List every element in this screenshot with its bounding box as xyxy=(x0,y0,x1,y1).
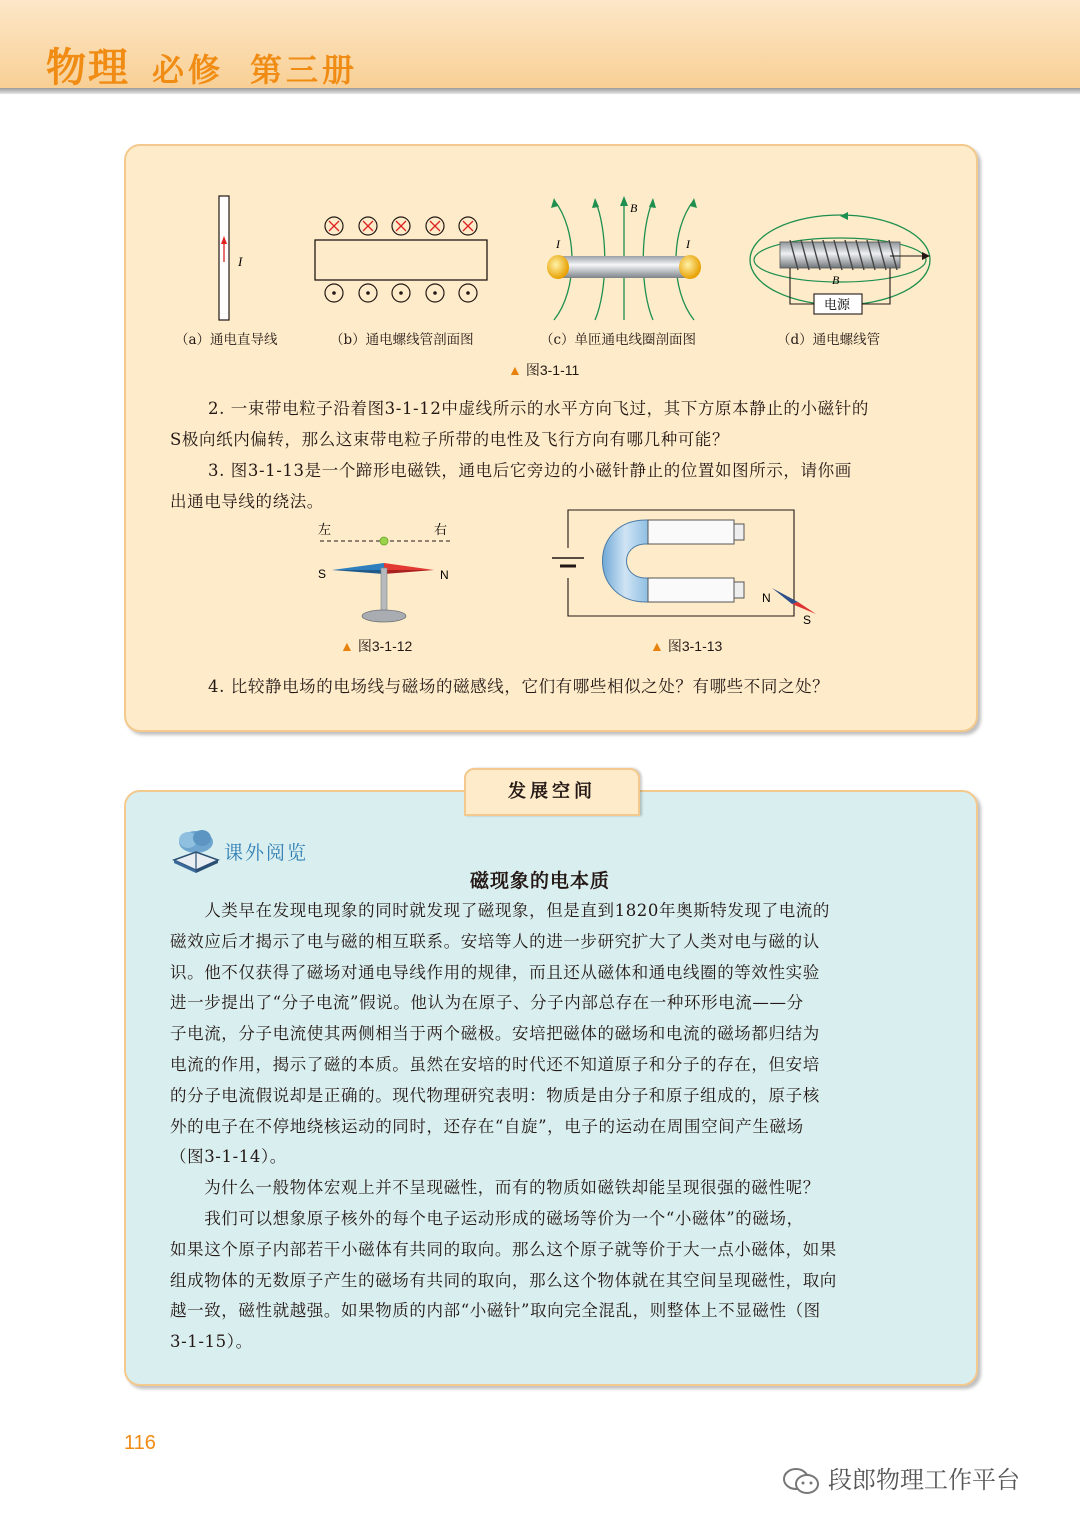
article-line: 我们可以想象原子核外的每个电子运动形成的磁场等价为一个“小磁体”的磁场， xyxy=(170,1208,804,1228)
solenoid-diagram xyxy=(750,212,930,314)
dot-mark xyxy=(332,291,336,295)
svg-text:右: 右 xyxy=(434,523,448,538)
triangle-icon: ▲ xyxy=(650,638,664,654)
wechat-icon xyxy=(782,1467,820,1495)
cross-mark xyxy=(430,221,440,231)
triangle-icon: ▲ xyxy=(508,362,522,378)
caption-d: （d）通电螺线管 xyxy=(777,332,881,348)
book-course: 必修 xyxy=(152,51,225,89)
caption-c: （c）单匝通电线圈剖面图 xyxy=(540,332,697,348)
dot-mark xyxy=(433,291,437,295)
article-line: 组成物体的无数原子产生的磁场有共同的取向，那么这个物体就在其空间呈现磁性，取向 xyxy=(170,1270,837,1290)
development-tab: 发展空间 xyxy=(464,768,640,816)
article-line: 的分子电流假说却是正确的。现代物理研究表明：物质是由分子和原子组成的，原子核 xyxy=(170,1085,820,1105)
question-2 xyxy=(170,394,869,455)
question-4: 4. 比较静电场的电场线与磁场的磁感线，它们有哪些相似之处？有哪些不同之处？ xyxy=(208,677,830,696)
watermark-text: 段郎物理工作平台 xyxy=(828,1466,1020,1494)
caption-b: （b）通电螺线管剖面图 xyxy=(330,332,474,348)
book-subject: 物理 xyxy=(46,45,130,91)
article-line: 如果这个原子内部若干小磁体有共同的取向。那么这个原子就等价于大一点小磁体，如果 xyxy=(170,1239,837,1259)
figure-3-1-13 xyxy=(548,506,828,630)
article-line: 识。他不仅获得了磁场对通电导线作用的规律，而且还从磁体和通电线圈的等效性实验 xyxy=(170,962,820,982)
article-line: 3-1-15）。 xyxy=(170,1332,253,1352)
svg-text:I: I xyxy=(556,237,560,251)
figure-label-3-1-11: ▲ 图3-1-11 xyxy=(508,362,580,378)
figure-3-1-12 xyxy=(310,518,460,628)
watermark xyxy=(782,1460,1020,1495)
svg-text:左: 左 xyxy=(318,523,332,538)
svg-text:N: N xyxy=(440,568,449,582)
section-heading: 课外阅览 xyxy=(224,842,309,864)
svg-text:I: I xyxy=(686,237,690,251)
caption-a: （a）通电直导线 xyxy=(175,332,278,348)
article-title: 磁现象的电本质 xyxy=(469,870,610,892)
article-line: （图3-1-14）。 xyxy=(170,1147,287,1167)
dot-mark xyxy=(466,291,470,295)
svg-text:电源: 电源 xyxy=(824,298,851,313)
single-coil-diagram xyxy=(547,196,701,320)
question-3-line-2: 出通电导线的绕法。 xyxy=(170,491,324,511)
solenoid-section-diagram xyxy=(315,217,487,302)
svg-text:N: N xyxy=(762,591,771,605)
dot-mark xyxy=(366,291,370,295)
article-line: 为什么一般物体宏观上并不呈现磁性，而有的物质如磁铁却能呈现很强的磁性呢？ xyxy=(170,1178,820,1198)
svg-text:I: I xyxy=(238,254,243,269)
page-number: 116 xyxy=(124,1432,156,1454)
article-line: 外的电子在不停地绕核运动的同时，还存在“自旋”，电子的运动在周围空间产生磁场 xyxy=(170,1116,804,1136)
book-volume: 第三册 xyxy=(250,51,359,89)
article-line: 进一步提出了“分子电流”假说。他认为在原子、分子内部总存在一种环形电流——分 xyxy=(170,993,804,1013)
question-2-line-2: S极向纸内偏转，那么这束带电粒子所带的电性及飞行方向有哪几种可能？ xyxy=(170,429,730,449)
question-3-line-1: 3. 图3-1-13是一个蹄形电磁铁，通电后它旁边的小磁针静止的位置如图所示，请你画 xyxy=(208,461,852,480)
figure-label-3-1-12: ▲ 图3-1-12 xyxy=(340,638,413,654)
cross-mark xyxy=(463,221,473,231)
svg-text:S: S xyxy=(318,567,327,581)
svg-text:B: B xyxy=(630,201,638,215)
svg-text:S: S xyxy=(803,613,812,627)
figure-3-1-11 xyxy=(150,190,950,330)
straight-wire-diagram xyxy=(219,196,243,320)
article-line: 越一致，磁性就越强。如果物质的内部“小磁针”取向完全混乱，则整体上不显磁性（图 xyxy=(170,1301,821,1321)
article-line: 磁效应后才揭示了电与磁的相互联系。安培等人的进一步研究扩大了人类对电与磁的认 xyxy=(170,931,820,951)
question-2-line-1: 2. 一束带电粒子沿着图3-1-12中虚线所示的水平方向飞过，其下方原本静止的小磁针的 xyxy=(208,399,869,418)
article-line: 人类早在发现电现象的同时就发现了磁现象，但是直到1820年奥斯特发现了电流的 xyxy=(170,901,830,920)
article-line: 电流的作用，揭示了磁的本质。虽然在安培的时代还不知道原子和分子的存在，但安培 xyxy=(170,1054,820,1074)
svg-text:B: B xyxy=(832,273,840,287)
article-body xyxy=(170,896,932,1358)
figure-label-3-1-13: ▲ 图3-1-13 xyxy=(650,638,723,654)
article-line: 子电流，分子电流使其两侧相当于两个磁极。安培把磁体的磁场和电流的磁场都归结为 xyxy=(170,1024,820,1044)
cross-mark xyxy=(329,221,339,231)
dot-mark xyxy=(399,291,403,295)
cross-mark xyxy=(396,221,406,231)
triangle-icon: ▲ xyxy=(340,638,354,654)
book-title xyxy=(46,36,358,93)
cross-mark xyxy=(363,221,373,231)
